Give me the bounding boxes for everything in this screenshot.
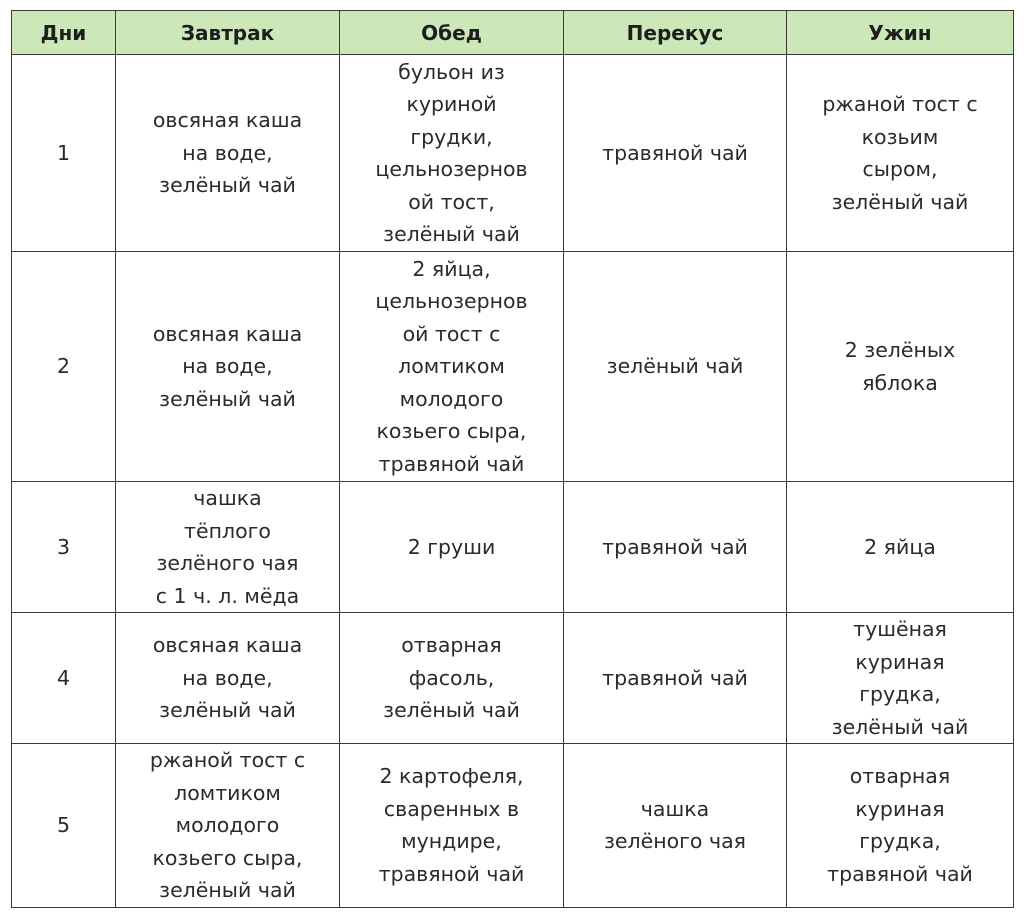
table-row xyxy=(12,55,1014,252)
day-cell: 1 xyxy=(12,55,116,252)
day-cell: 5 xyxy=(12,744,116,908)
snack-cell: травяной чай xyxy=(564,55,787,252)
breakfast-cell: овсяная каша на воде, зелёный чай xyxy=(116,613,340,744)
header-lunch: Обед xyxy=(340,11,564,55)
table-row xyxy=(12,482,1014,613)
breakfast-cell: ржаной тост с ломтиком молодого козьего сыра, зелёный чай xyxy=(116,744,340,908)
meal-plan-table xyxy=(11,10,1014,908)
snack-cell: чашка зелёного чая xyxy=(564,744,787,908)
table-header-row xyxy=(12,11,1014,55)
snack-cell: травяной чай xyxy=(564,482,787,613)
day-cell: 4 xyxy=(12,613,116,744)
dinner-cell: 2 зелёных яблока xyxy=(787,252,1014,482)
dinner-cell: тушёная куриная грудка, зелёный чай xyxy=(787,613,1014,744)
header-breakfast: Завтрак xyxy=(116,11,340,55)
lunch-cell: отварная фасоль, зелёный чай xyxy=(340,613,564,744)
breakfast-cell: овсяная каша на воде, зелёный чай xyxy=(116,252,340,482)
day-cell: 3 xyxy=(12,482,116,613)
breakfast-cell: чашка тёплого зелёного чая с 1 ч. л. мёда xyxy=(116,482,340,613)
lunch-cell: 2 яйца, цельнозернов ой тост с ломтиком молодого козьего сыра, травяной чай xyxy=(340,252,564,482)
breakfast-cell: овсяная каша на воде, зелёный чай xyxy=(116,55,340,252)
table-row xyxy=(12,613,1014,744)
dinner-cell: отварная куриная грудка, травяной чай xyxy=(787,744,1014,908)
day-cell: 2 xyxy=(12,252,116,482)
dinner-cell: ржаной тост с козьим сыром, зелёный чай xyxy=(787,55,1014,252)
snack-cell: зелёный чай xyxy=(564,252,787,482)
header-snack: Перекус xyxy=(564,11,787,55)
lunch-cell: 2 груши xyxy=(340,482,564,613)
lunch-cell: бульон из куриной грудки, цельнозернов ой тост, зелёный чай xyxy=(340,55,564,252)
table-row xyxy=(12,744,1014,908)
snack-cell: травяной чай xyxy=(564,613,787,744)
lunch-cell: 2 картофеля, сваренных в мундире, травяной чай xyxy=(340,744,564,908)
table-row xyxy=(12,252,1014,482)
header-day: Дни xyxy=(12,11,116,55)
header-dinner: Ужин xyxy=(787,11,1014,55)
dinner-cell: 2 яйца xyxy=(787,482,1014,613)
